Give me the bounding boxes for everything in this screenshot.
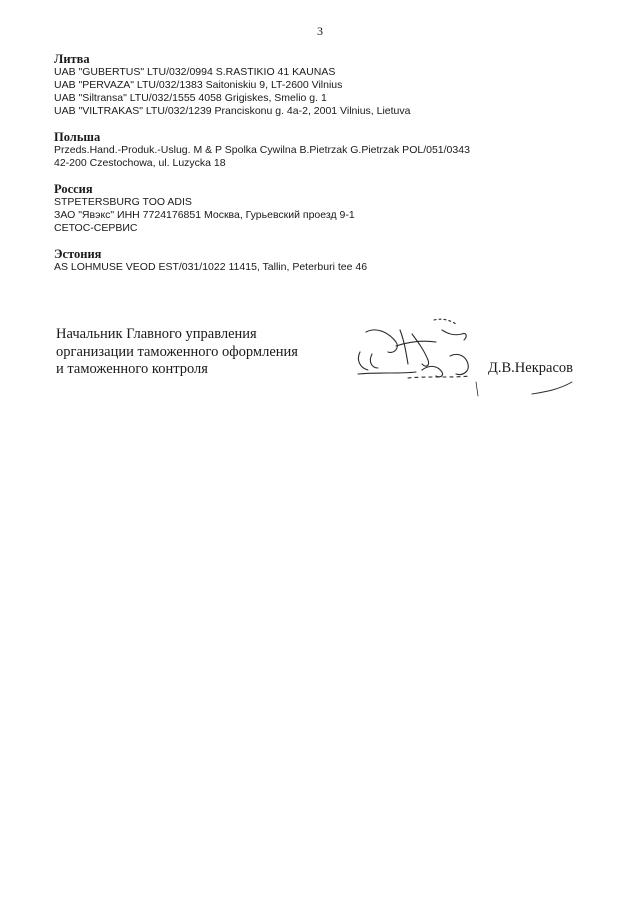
company-line: STPETERSBURG TOO ADIS	[54, 196, 192, 208]
company-line: 42-200 Czestochowa, ul. Luzycka 18	[54, 157, 226, 169]
section-title: Эстония	[54, 247, 102, 261]
company-line: СЕТОС-СЕРВИС	[54, 222, 138, 234]
section-title: Литва	[54, 52, 90, 66]
position-line: организации таможенного оформления	[56, 343, 298, 360]
section-title: Польша	[54, 130, 101, 144]
section-estonia	[54, 247, 614, 274]
handwritten-signature	[338, 312, 488, 398]
section-russia	[54, 182, 614, 235]
position-line: Начальник Главного управления	[56, 326, 257, 342]
signature-underline	[528, 378, 578, 398]
company-list	[54, 52, 614, 286]
company-line: UAB "PERVAZA" LTU/032/1383 Saitoniskiu 9, LT-2600 Vilnius	[54, 79, 343, 91]
company-line: AS LOHMUSE VEOD EST/031/1022 11415, Tallin, Peterburi tee 46	[54, 261, 368, 273]
position-line: и таможенного контроля	[56, 361, 208, 377]
signatory-position	[56, 326, 356, 379]
company-line: UAB "Siltransa" LTU/032/1555 4058 Grigiskes, Smelio g. 1	[54, 92, 327, 104]
company-line: Przeds.Hand.-Produk.-Uslug. M & P Spolka Cywilna B.Pietrzak G.Pietrzak POL/051/0343	[54, 144, 470, 156]
page-number: 3	[317, 24, 323, 38]
section-lithuania	[54, 52, 614, 118]
company-line: UAB "VILTRAKAS" LTU/032/1239 Pranciskonu g. 4a-2, 2001 Vilnius, Lietuva	[54, 105, 411, 117]
company-line: ЗАО "Явэкс" ИНН 7724176851 Москва, Гурьевский проезд 9-1	[54, 209, 355, 221]
company-line: UAB "GUBERTUS" LTU/032/0994 S.RASTIKIO 41 KAUNAS	[54, 66, 336, 78]
section-poland	[54, 130, 614, 170]
section-title: Россия	[54, 182, 93, 196]
signer-name: Д.В.Некрасов	[488, 360, 573, 376]
